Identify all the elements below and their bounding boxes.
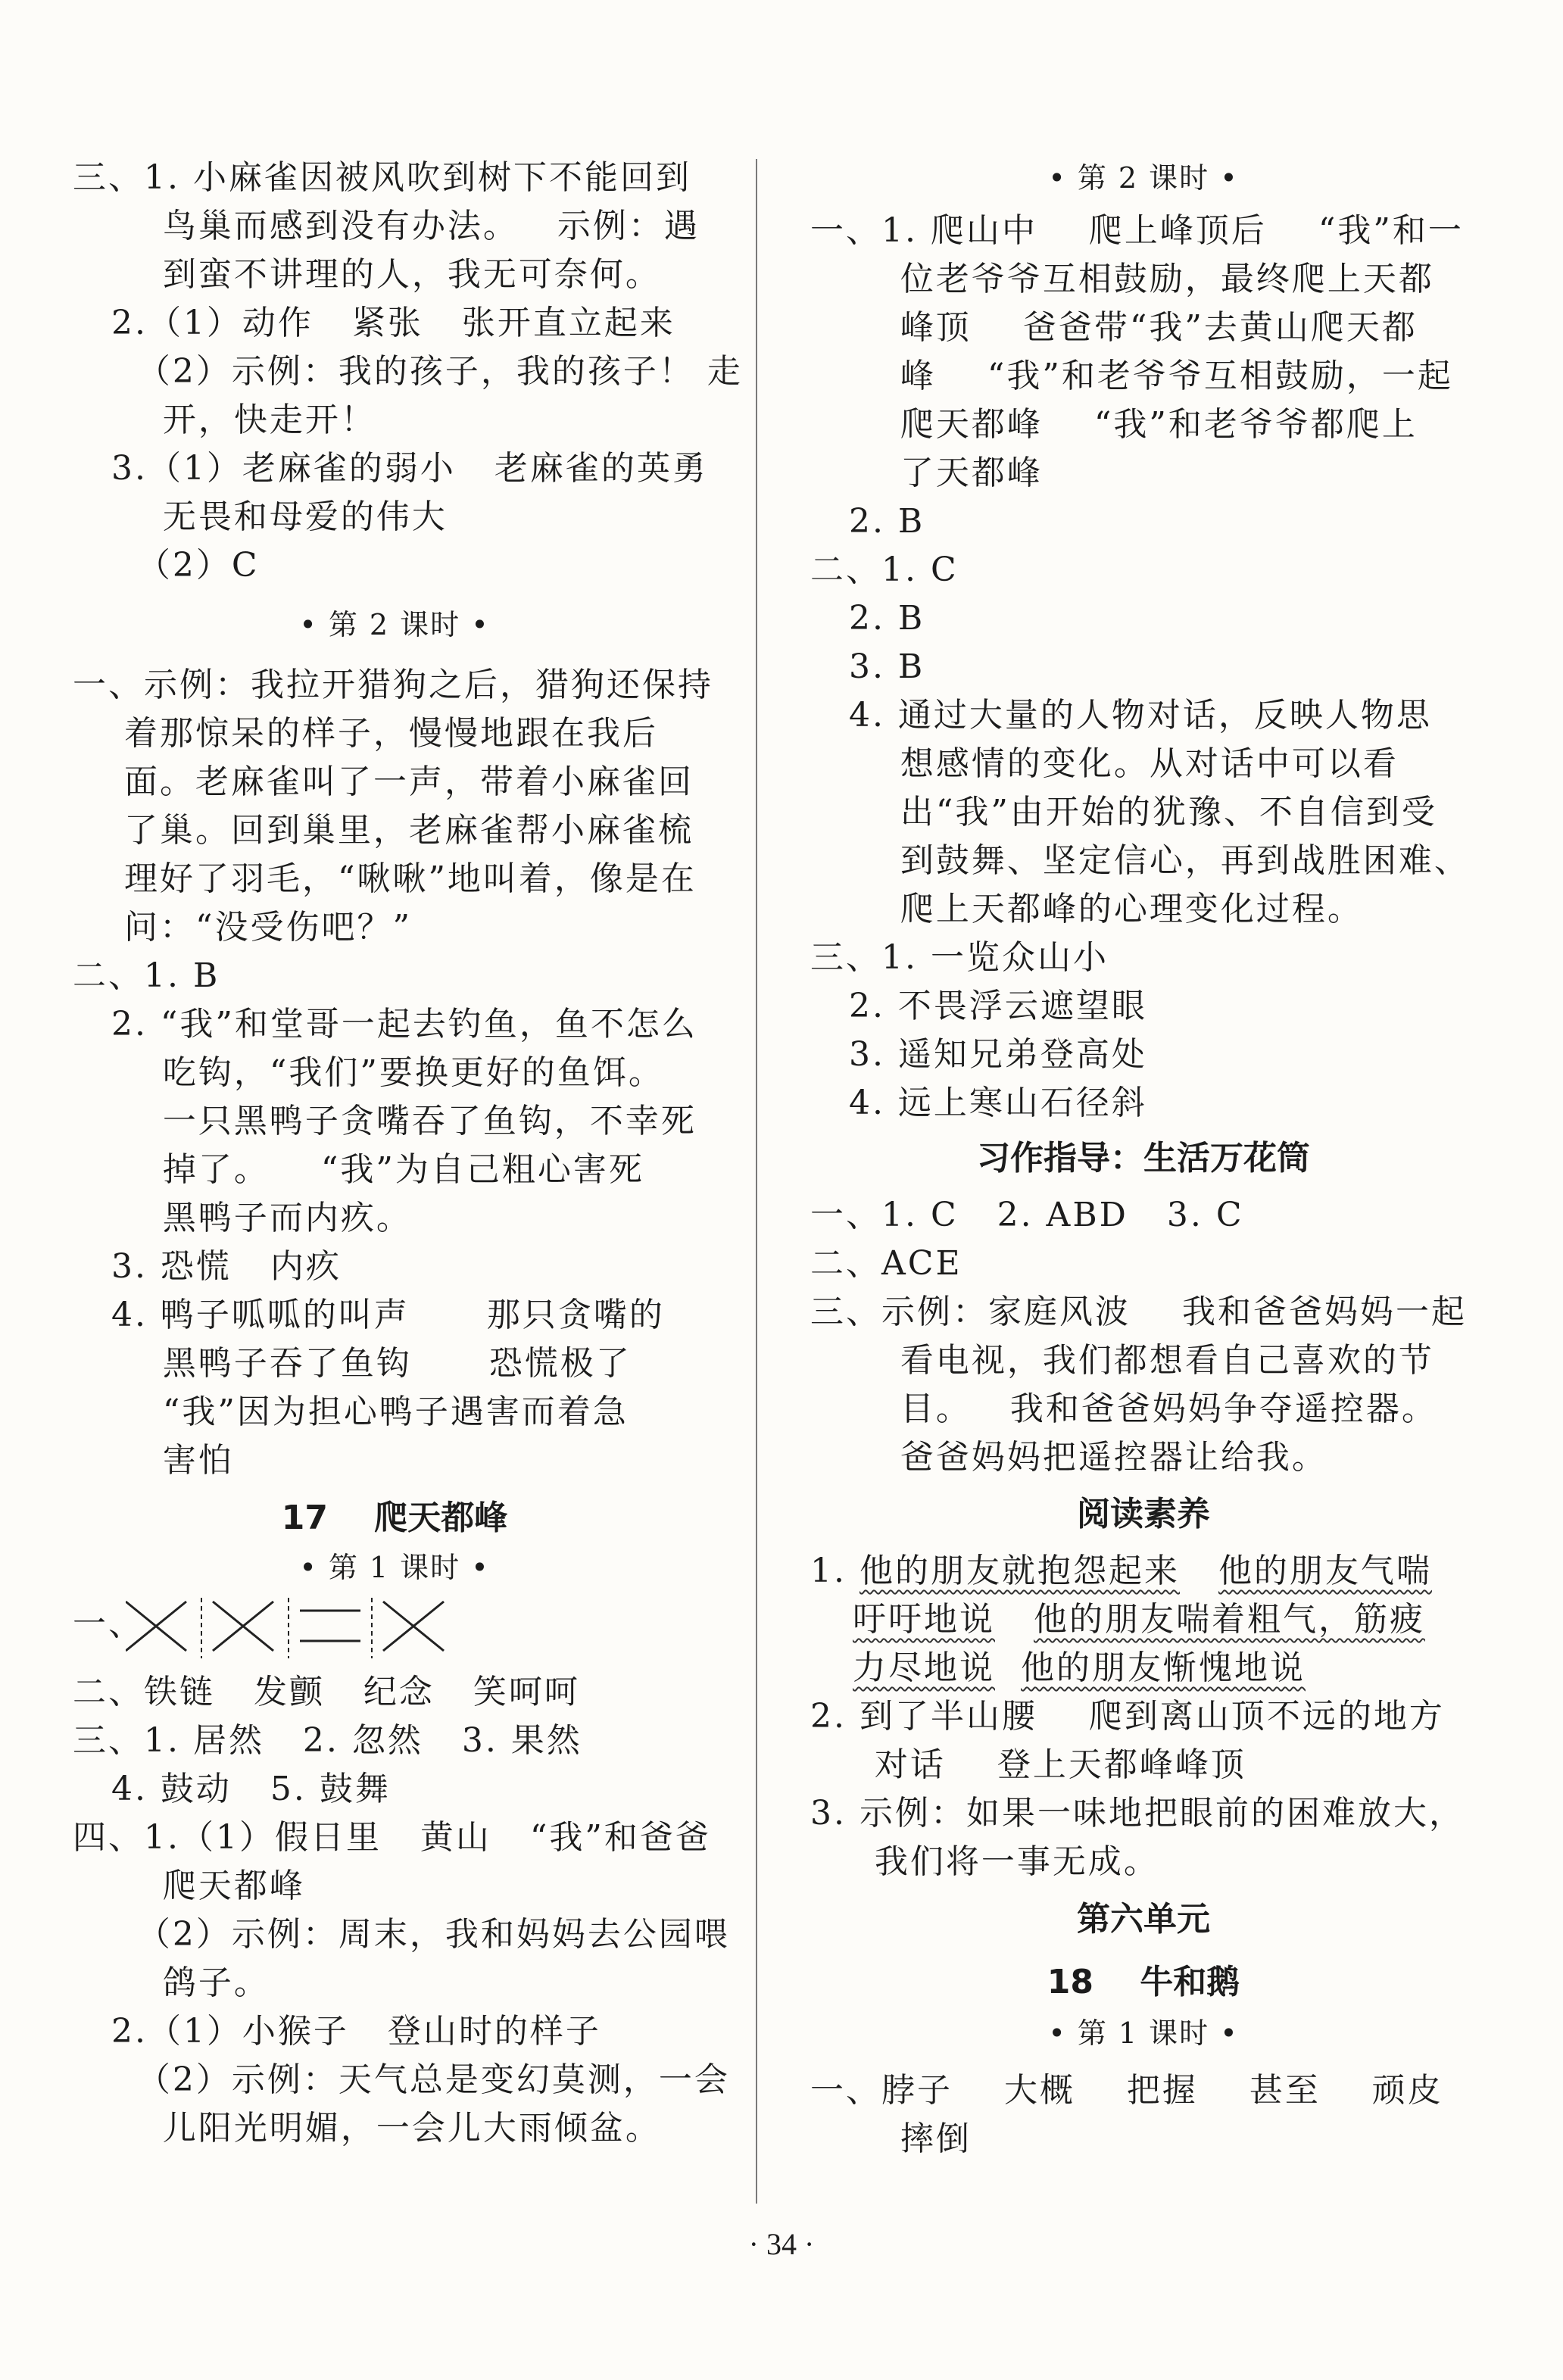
answer-line: 一、脖子 大概 把握 甚至 顽皮 (810, 2071, 1443, 2110)
answer-line: 峰 “我”和老爷爷互相鼓励，一起 (810, 357, 1453, 395)
spacer (995, 1649, 1021, 1687)
answer-line: 一、示例：我拉开猎狗之后，猎狗还保持 (73, 666, 713, 704)
answer-line: 二、1. B (73, 956, 220, 995)
lesson-header: • 第 1 课时 • (299, 1551, 490, 1584)
underlined-answer: 他的朋友气喘 (1218, 1552, 1432, 1590)
answer-line: 吃钩，“我们”要换更好的鱼饵。 (73, 1053, 664, 1092)
answer-line: 4. 通过大量的人物对话，反映人物思 (810, 696, 1432, 735)
matching-lines-figure (126, 1594, 527, 1662)
answer-line: 鸟巢而感到没有办法。 示例：遇 (73, 207, 700, 245)
answer-line: 3. 恐慌 内疚 (73, 1247, 342, 1286)
answer-line: 出“我”由开始的犹豫、不自信到受 (810, 793, 1437, 831)
answer-line: 鸽子。 (73, 1964, 270, 2002)
answer-line: 四、1.（1）假日里 黄山 “我”和爸爸 (73, 1818, 711, 1857)
lesson-header: • 第 2 课时 • (299, 608, 490, 641)
answer-line: 3. 示例：如果一味地把眼前的困难放大， (810, 1794, 1465, 1833)
lesson-title: 17 爬天都峰 (281, 1499, 508, 1537)
answer-line: 4. 远上寒山石径斜 (810, 1084, 1147, 1122)
answer-line: 2. B (810, 502, 925, 541)
answer-line: 三、1. 小麻雀因被风吹到树下不能回到 (73, 158, 691, 197)
answer-line: 面。老麻雀叫了一声，带着小麻雀回 (73, 763, 694, 801)
answer-line: 2. 不畏浮云遮望眼 (810, 987, 1147, 1025)
answer-line (810, 1597, 1425, 1642)
answer-line: 想感情的变化。从对话中可以看 (810, 744, 1399, 783)
answer-line: （2）示例：我的孩子，我的孩子！ 走 (73, 352, 743, 391)
answer-line: 三、1. 一览众山小 (810, 938, 1109, 977)
answer-line: 峰顶 爸爸带“我”去黄山爬天都 (810, 308, 1418, 347)
answer-line: 儿阳光明媚，一会儿大雨倾盆。 (73, 2109, 661, 2148)
answer-line: 到鼓舞、坚定信心，再到战胜困难、 (810, 841, 1470, 880)
page-number: · 34 · (748, 2227, 815, 2261)
answer-line: 三、1. 居然 2. 忽然 3. 果然 (73, 1721, 582, 1760)
answer-line: 问：“没受伤吧？” (73, 908, 412, 947)
underlined-answer: 力尽地说 (853, 1649, 995, 1687)
answer-line: 对话 登上天都峰峰顶 (810, 1745, 1246, 1784)
answer-line: 3. 遥知兄弟登高处 (810, 1035, 1147, 1074)
answer-line: 3. B (810, 647, 925, 686)
lesson-title: 18 牛和鹅 (1047, 1963, 1240, 2001)
column-divider (756, 159, 757, 2204)
answer-line: （2）C (73, 546, 260, 585)
section-title: 阅读素养 (1077, 1495, 1210, 1533)
answer-line: 3.（1）老麻雀的弱小 老麻雀的英勇 (73, 449, 708, 488)
underlined-answer: 吁吁地说 (853, 1600, 995, 1639)
section-title: 习作指导：生活万花筒 (977, 1139, 1310, 1178)
answer-line: 理好了羽毛，“啾啾”地叫着，像是在 (73, 859, 697, 898)
answer-line: 黑鸭子而内疚。 (73, 1199, 412, 1237)
answer-line: 二、ACE (810, 1244, 962, 1283)
answer-line: 一、1. C 2. ABD 3. C (810, 1196, 1244, 1234)
underlined-answer: 他的朋友就抱怨起来 (859, 1552, 1180, 1590)
spacer (1180, 1552, 1218, 1590)
answer-line: 2. 到了半山腰 爬到离山顶不远的地方 (810, 1697, 1445, 1736)
underlined-answer: 他的朋友喘着粗气，筋疲 (1033, 1600, 1425, 1639)
answer-line: （2）示例：周末，我和妈妈去公园喂 (73, 1915, 730, 1954)
answer-line: 目。 我和爸爸妈妈争夺遥控器。 (810, 1390, 1437, 1428)
answer-line: 无畏和母爱的伟大 (73, 498, 448, 536)
answer-line: 2.（1）动作 紧张 张开直立起来 (73, 304, 675, 342)
answer-line: 了天都峰 (810, 454, 1043, 492)
answer-line: 看电视，我们都想看自己喜欢的节 (810, 1341, 1434, 1380)
answer-line: 到蛮不讲理的人，我无可奈何。 (73, 255, 661, 294)
answer-line: 爬天都峰 (73, 1867, 305, 1905)
answer-line: 2. B (810, 599, 925, 638)
answer-line: 了巢。回到巢里，老麻雀帮小麻雀梳 (73, 811, 694, 850)
answer-line: 2. “我”和堂哥一起去钓鱼，鱼不怎么 (73, 1005, 697, 1043)
answer-line: 开，快走开！ (73, 401, 376, 439)
answer-line: 爸爸妈妈把遥控器让给我。 (810, 1438, 1327, 1477)
answer-line: 黑鸭子吞了鱼钩 恐慌极了 (73, 1344, 632, 1383)
answer-line: 二、铁链 发颤 纪念 笑呵呵 (73, 1673, 580, 1711)
answer-line: 三、示例：家庭风波 我和爸爸妈妈一起 (810, 1293, 1467, 1331)
answer-line: （2）示例：天气总是变幻莫测，一会 (73, 2060, 730, 2099)
answer-line (810, 1549, 1432, 1594)
answer-line: 位老爷爷互相鼓励，最终爬上天都 (810, 260, 1434, 298)
answer-line: 害怕 (73, 1441, 234, 1480)
answer-line: 爬天都峰 “我”和老爷爷都爬上 (810, 405, 1418, 444)
answer-line (810, 1645, 1306, 1691)
answer-line: 4. 鸭子呱呱的叫声 那只贪嘴的 (73, 1296, 665, 1334)
spacer (995, 1600, 1034, 1639)
answer-line: 摔倒 (810, 2120, 972, 2158)
answer-line: 一、1. 爬山中 爬上峰顶后 “我”和一 (810, 211, 1464, 250)
answer-line: 我们将一事无成。 (810, 1842, 1159, 1881)
answer-line: “我”因为担心鸭子遇害而着急 (73, 1393, 629, 1431)
answer-line: 二、1. C (810, 551, 959, 589)
answer-line: 一只黑鸭子贪嘴吞了鱼钩，不幸死 (73, 1102, 697, 1140)
underlined-answer: 他的朋友惭愧地说 (1020, 1649, 1306, 1687)
answer-line: 爬上天都峰的心理变化过程。 (810, 890, 1363, 928)
item-number: 1. (810, 1552, 859, 1590)
section-label: 一、 (73, 1605, 144, 1643)
lesson-header: • 第 1 课时 • (1048, 2017, 1239, 2050)
answer-line: 着那惊呆的样子，慢慢地跟在我后 (73, 714, 658, 753)
unit-title: 第六单元 (1077, 1900, 1210, 1939)
answer-line: 掉了。 “我”为自己粗心害死 (73, 1150, 644, 1189)
answer-line: 2.（1）小猴子 登山时的样子 (73, 2012, 601, 2051)
answer-line: 4. 鼓动 5. 鼓舞 (73, 1770, 391, 1808)
lesson-header: • 第 2 课时 • (1048, 161, 1239, 195)
